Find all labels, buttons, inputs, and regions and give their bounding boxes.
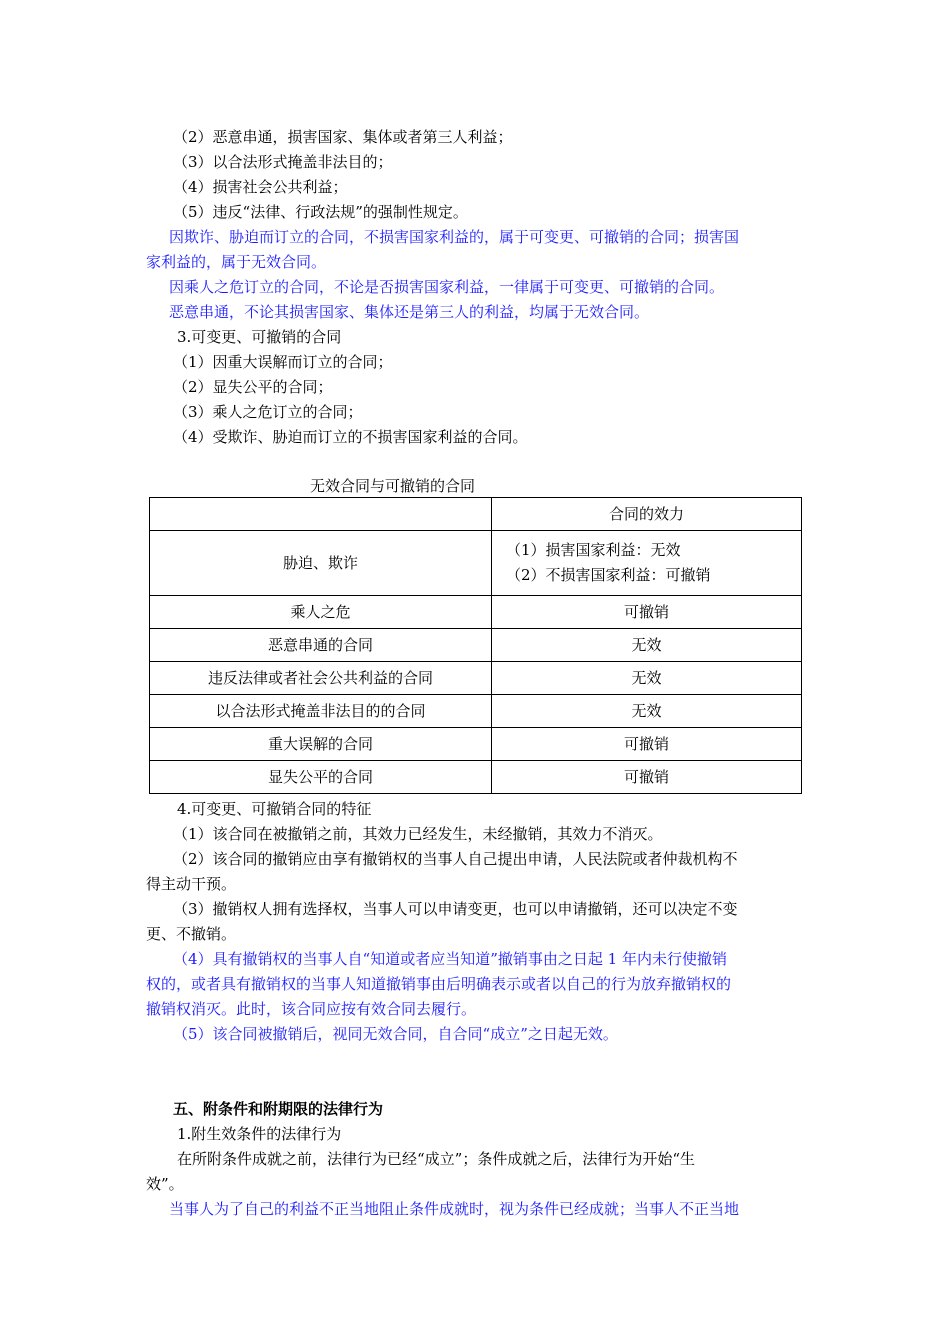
paragraph-line: （4）具有撤销权的当事人自“知道或者应当知道”撤销事由之日起 1 年内未行使撤销 xyxy=(173,950,727,968)
table-caption: 无效合同与可撤销的合同 xyxy=(310,477,476,495)
row-label: 乘人之危 xyxy=(150,596,492,629)
paragraph-line: （3）撤销权人拥有选择权，当事人可以申请变更，也可以申请撤销，还可以决定不变 xyxy=(173,900,738,918)
table-row xyxy=(150,761,802,794)
row-value: 无效 xyxy=(492,695,802,728)
header-cell: 合同的效力 xyxy=(492,498,802,531)
list-item: （1）因重大误解而订立的合同； xyxy=(173,353,393,371)
list-item: （4）受欺诈、胁迫而订立的不损害国家利益的合同。 xyxy=(173,428,528,446)
table-row xyxy=(150,695,802,728)
comparison-table xyxy=(149,497,802,794)
paragraph-line: 在所附条件成就之前，法律行为已经“成立”；条件成就之后，法律行为开始“生 xyxy=(177,1150,696,1168)
row-label: 重大误解的合同 xyxy=(150,728,492,761)
note-text: 因乘人之危订立的合同，不论是否损害国家利益，一律属于可变更、可撤销的合同。 xyxy=(169,278,725,296)
row-value: 无效 xyxy=(492,629,802,662)
header-cell xyxy=(150,498,492,531)
row-label: 以合法形式掩盖非法目的的合同 xyxy=(150,695,492,728)
paragraph-line: 得主动干预。 xyxy=(146,875,237,893)
row-value xyxy=(492,531,802,596)
paragraph-line: 更、不撤销。 xyxy=(146,925,237,943)
row-label: 显失公平的合同 xyxy=(150,761,492,794)
section-heading: 3.可变更、可撤销的合同 xyxy=(177,328,342,346)
row-value: 可撤销 xyxy=(492,728,802,761)
table-row xyxy=(150,728,802,761)
sub-heading: 1.附生效条件的法律行为 xyxy=(177,1125,342,1143)
note-text: 家利益的，属于无效合同。 xyxy=(146,253,327,271)
table-row xyxy=(150,531,802,596)
table-row xyxy=(150,629,802,662)
list-item: （5）违反“法律、行政法规”的强制性规定。 xyxy=(173,203,468,221)
paragraph-line: （1）该合同在被撤销之前，其效力已经发生，未经撤销，其效力不消灭。 xyxy=(173,825,663,843)
row-label: 违反法律或者社会公共利益的合同 xyxy=(150,662,492,695)
list-item: （2）恶意串通，损害国家、集体或者第三人利益； xyxy=(173,128,513,146)
list-item: （3）以合法形式掩盖非法目的； xyxy=(173,153,393,171)
list-item: （4）损害社会公共利益； xyxy=(173,178,348,196)
paragraph-line: 权的，或者具有撤销权的当事人知道撤销事由后明确表示或者以自己的行为放弃撤销权的 xyxy=(146,975,732,993)
table-row xyxy=(150,662,802,695)
list-item: （3）乘人之危订立的合同； xyxy=(173,403,363,421)
row-label: 恶意串通的合同 xyxy=(150,629,492,662)
note-text: 因欺诈、胁迫而订立的合同，不损害国家利益的，属于可变更、可撤销的合同；损害国 xyxy=(169,228,740,246)
table-row xyxy=(150,596,802,629)
section-heading: 4.可变更、可撤销合同的特征 xyxy=(177,800,372,818)
list-item: （2）显失公平的合同； xyxy=(173,378,333,396)
value-line: （1）损害国家利益：无效 xyxy=(506,541,681,559)
paragraph-line: 撤销权消灭。此时，该合同应按有效合同去履行。 xyxy=(146,1000,477,1018)
table-header-row xyxy=(150,498,802,531)
row-value: 无效 xyxy=(492,662,802,695)
row-label: 胁迫、欺诈 xyxy=(150,531,492,596)
paragraph-line: （2）该合同的撤销应由享有撤销权的当事人自己提出申请，人民法院或者仲裁机构不 xyxy=(173,850,738,868)
row-value: 可撤销 xyxy=(492,596,802,629)
value-line: （2）不损害国家利益：可撤销 xyxy=(506,566,711,584)
row-value: 可撤销 xyxy=(492,761,802,794)
note-text: 恶意串通，不论其损害国家、集体还是第三人的利益，均属于无效合同。 xyxy=(169,303,650,321)
section-heading: 五、附条件和附期限的法律行为 xyxy=(173,1100,384,1118)
paragraph-line: （5）该合同被撤销后，视同无效合同，自合同“成立”之日起无效。 xyxy=(173,1025,618,1043)
paragraph-line: 效”。 xyxy=(146,1175,184,1193)
paragraph-line: 当事人为了自己的利益不正当地阻止条件成就时，视为条件已经成就；当事人不正当地 xyxy=(169,1200,740,1218)
